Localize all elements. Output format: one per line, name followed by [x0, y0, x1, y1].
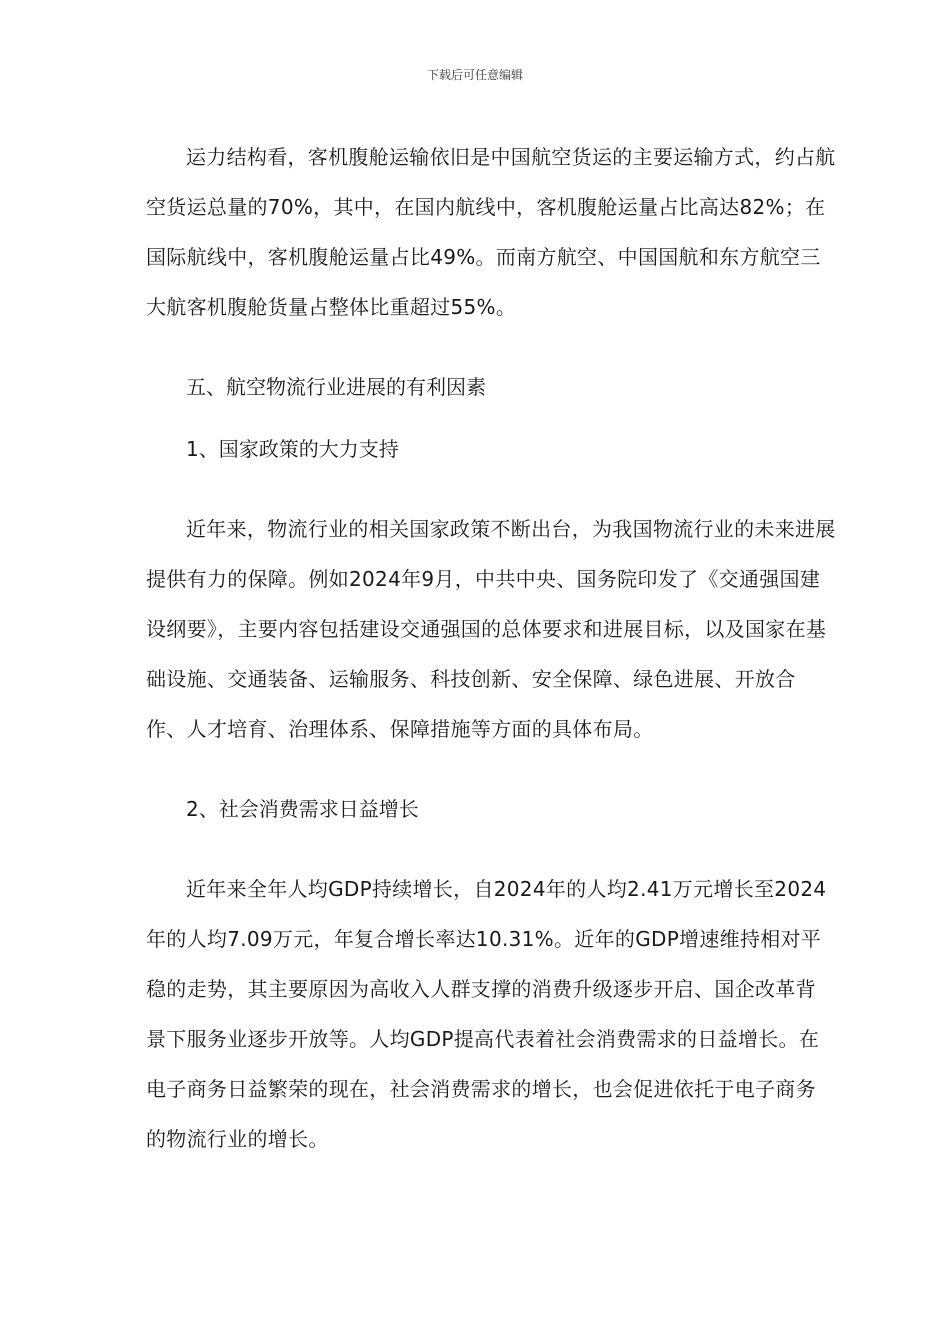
subheading-consumer-demand: 2、社会消费需求日益增长: [186, 797, 419, 821]
subheading-policy-support: 1、国家政策的大力支持: [186, 437, 399, 461]
paragraph-transport-structure: 运力结构看，客机腹舱运输依旧是中国航空货运的主要运输方式，约占航空货运总量的70%，其中，在国内航线中，客机腹舱运量占比高达82%；在国际航线中，客机腹舱运量占比49%。而南方航空、中国国航和东方航空三大航客机腹舱货量占整体比重超过55%。: [146, 145, 836, 319]
page-header: 下载后可任意编辑: [426, 68, 523, 82]
spacer: [146, 474, 836, 504]
spacer: [146, 834, 836, 864]
paragraph-consumer-demand: 近年来全年人均GDP持续增长，自2024年的人均2.41万元增长至2024年的人均7.09万元，年复合增长率达10.31%。近年的GDP增速维持相对平稳的走势，其主要原因为高收入人群支撑的消费升级逐步开启、国企改革背景下服务业逐步开放等。人均GDP提高代表着社会消费需求的日益增长。在电子商务日益繁荣的现在，社会消费需求的增长，也会促进依托于电子商务的物流行业的增长。: [146, 877, 827, 1151]
document-body: [146, 132, 836, 1164]
paragraph-policy-support: 近年来，物流行业的相关国家政策不断出台，为我国物流行业的未来进展提供有力的保障。例如2024年9月，中共中央、国务院印发了《交通强国建设纲要》，主要内容包括建设交通强国的总体要求和进展目标，以及国家在基础设施、交通装备、运输服务、科技创新、安全保障、绿色进展、开放合作、人才培育、治理体系、保障措施等方面的具体布局。: [146, 517, 836, 741]
spacer: [146, 332, 836, 362]
spacer: [146, 412, 836, 424]
spacer: [146, 754, 836, 784]
section-heading-favorable-factors: 五、航空物流行业进展的有利因素: [186, 375, 486, 399]
